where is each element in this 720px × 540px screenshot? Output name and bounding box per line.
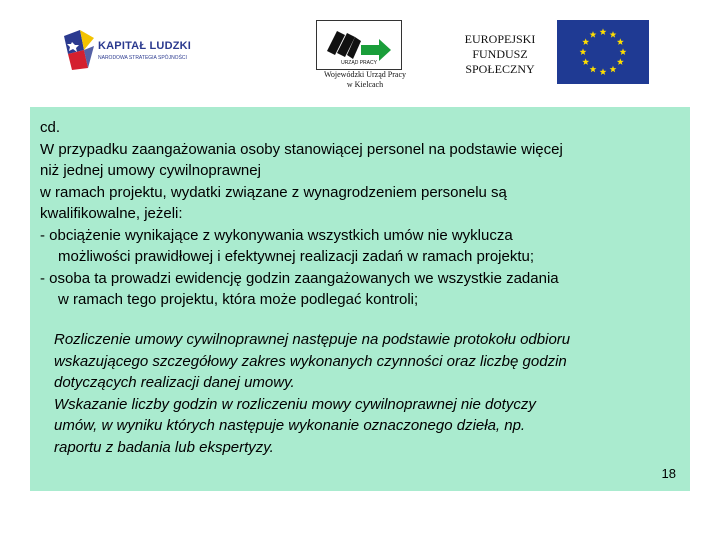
paragraph-conditions (40, 117, 680, 311)
eu-star-icon (582, 58, 589, 65)
wup-logo (316, 20, 402, 70)
paragraph-settlement (54, 329, 684, 458)
italic-line: umów, w wyniku których następuje wykonanie oznaczonego dzieła, np. (54, 417, 526, 434)
italic-line: wskazującego szczegółowy zakres wykonanych czynności oraz liczbę godzin (54, 352, 567, 370)
page-number: 18 (661, 466, 676, 481)
eu-star-icon (610, 66, 617, 73)
text-line: w ramach projektu, wydatki związane z wynagrodzeniem personelu są (40, 183, 507, 201)
eu-star-icon (620, 48, 627, 55)
list-item: - osoba ta prowadzi ewidencję godzin zaangażowanych we wszystkie zadania (40, 269, 559, 287)
eu-fund-title (452, 32, 548, 77)
text-line: cd. (40, 119, 61, 136)
wup-caption-line2: w Kielcach (346, 80, 384, 89)
italic-line: Wskazanie liczby godzin w rozliczeniu mowy cywilnoprawnej nie dotyczy (54, 395, 536, 413)
italic-line: Rozliczenie umowy cywilnoprawnej następuje na podstawie protokołu odbioru (54, 331, 571, 348)
list-item-continuation: w ramach tego projektu, która może podlegać kontroli; (58, 291, 419, 308)
text-line: W przypadku zaangażowania osoby stanowiącej personel na podstawie więcej (40, 140, 563, 158)
eu-star-icon (590, 31, 597, 38)
list-item-continuation: możliwości prawidłowej i efektywnej realizacji zadań w ramach projektu; (58, 248, 535, 265)
kapital-ludzki-logo (62, 28, 192, 76)
eu-star-icon (590, 66, 597, 73)
eu-flag (557, 20, 649, 84)
eu-star-icon (610, 31, 617, 38)
eu-star-icon (600, 68, 607, 75)
eu-star-icon (582, 38, 589, 45)
kapital-ludzki-name: KAPITAŁ LUDZKI (98, 40, 192, 52)
italic-line: dotyczących realizacji danej umowy. (54, 374, 295, 391)
eu-title-line2: FUNDUSZ (472, 47, 528, 61)
wup-caption (300, 70, 430, 90)
text-line: niż jednej umowy cywilnoprawnej (40, 162, 261, 179)
kapital-ludzki-emblem-icon (62, 28, 96, 72)
eu-star-icon (600, 28, 607, 35)
text-line: kwalifikowalne, jeżeli: (40, 205, 183, 222)
eu-title-line3: SPOŁECZNY (465, 62, 535, 76)
kapital-ludzki-subtitle: NARODOWA STRATEGIA SPÓJNOŚCI (98, 55, 187, 61)
eu-stars-icon (557, 20, 649, 84)
eu-star-icon (617, 58, 624, 65)
italic-line: raportu z badania lub ekspertyzy. (54, 438, 274, 456)
eu-star-icon (617, 38, 624, 45)
list-item: - obciążenie wynikające z wykonywania wszystkich umów nie wyklucza (40, 226, 513, 244)
content-panel (30, 107, 690, 491)
wup-sign-text: URZĄD PRACY (341, 60, 377, 66)
eu-star-icon (580, 48, 587, 55)
eu-title-line1: EUROPEJSKI (464, 32, 536, 46)
wup-caption-line1: Wojewódzki Urząd Pracy (324, 70, 406, 79)
